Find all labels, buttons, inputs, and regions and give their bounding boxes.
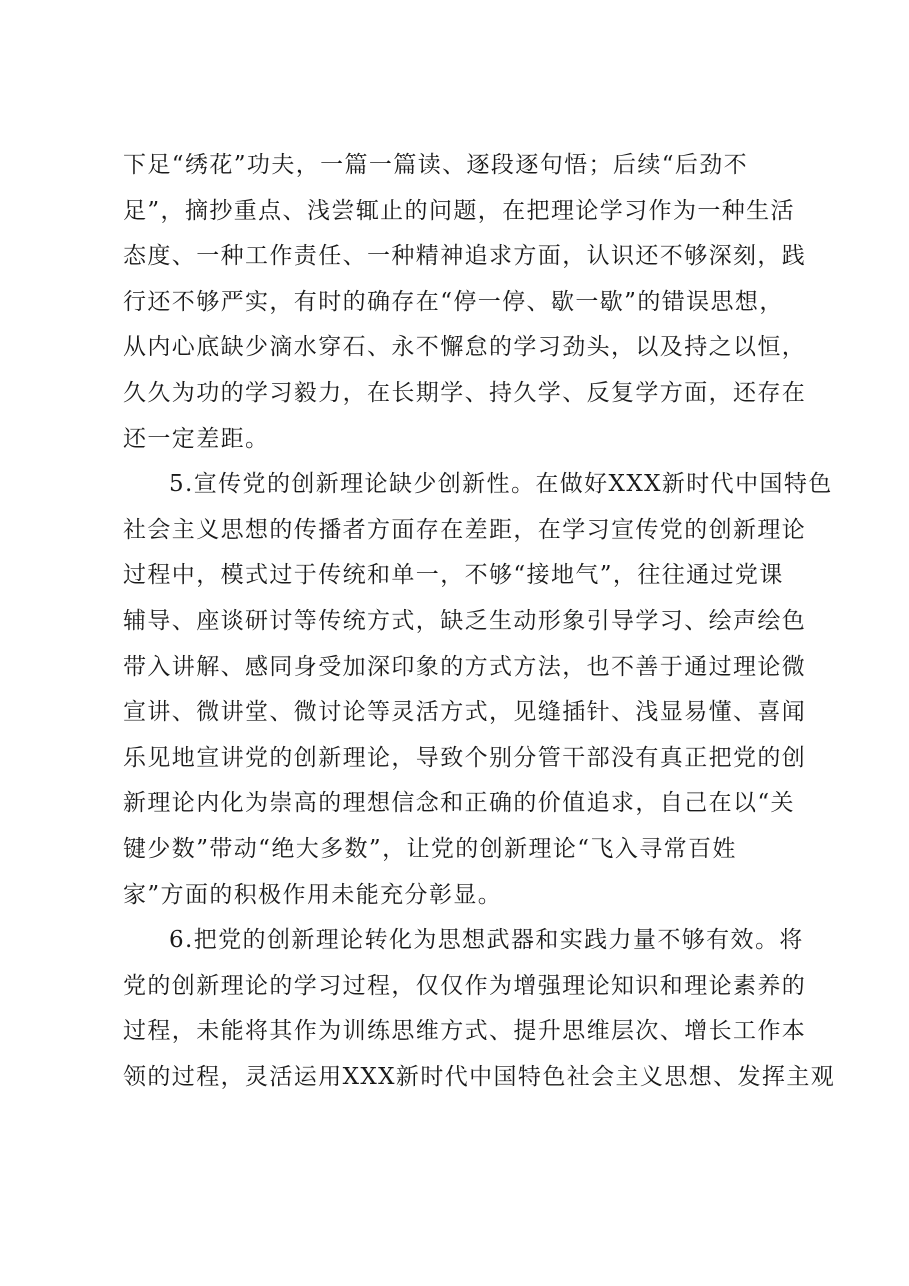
text-line: 带入讲解、感同身受加深印象的方式方法，也不善于通过理论微: [123, 653, 807, 680]
text-line: 久久为功的学习毅力，在长期学、持久学、反复学方面，还存在: [123, 379, 807, 406]
paragraph-5-heading-line: 5.宣传党的创新理论缺少创新性。在做好XXX新时代中国特色: [169, 471, 833, 498]
text-line: 辅导、座谈研讨等传统方式，缺乏生动形象引导学习、绘声绘色: [123, 607, 807, 634]
text-line: 态度、一种工作责任、一种精神追求方面，认识还不够深刻，践: [123, 243, 807, 270]
paragraph-6-heading-line: 6.把党的创新理论转化为思想武器和实践力量不够有效。将: [169, 927, 804, 954]
text-line: 宣讲、微讲堂、微讨论等灵活方式，见缝插针、浅显易懂、喜闻: [123, 699, 807, 726]
text-line: 过程中，模式过于传统和单一，不够“接地气”，往往通过党课: [123, 562, 784, 589]
text-line: 下足“绣花”功夫，一篇一篇读、逐段逐句悟；后续“后劲不: [123, 152, 749, 178]
text-line: 行还不够严实，有时的确存在“停一停、歇一歇”的错误思想，: [123, 288, 784, 315]
text-line: 乐见地宣讲党的创新理论，导致个别分管干部没有真正把党的创: [123, 744, 807, 771]
document-body: [123, 143, 836, 1100]
text-line: 领的过程，灵活运用XXX新时代中国特色社会主义思想、发挥主观: [123, 1063, 836, 1090]
text-line: 过程，未能将其作为训练思维方式、提升思维层次、增长工作本: [123, 1018, 807, 1045]
text-line: 足”，摘抄重点、浅尝辄止的问题，在把理论学习作为一种生活: [123, 197, 795, 224]
text-line: 从内心底缺少滴水穿石、永不懈怠的学习劲头，以及持之以恒，: [123, 334, 807, 361]
text-line: 家”方面的积极作用未能充分彰显。: [123, 881, 503, 908]
text-line: 还一定差距。: [123, 425, 270, 452]
text-line: 党的创新理论的学习过程，仅仅作为增强理论知识和理论素养的: [123, 972, 807, 999]
text-line: 社会主义思想的传播者方面存在差距，在学习宣传党的创新理论: [123, 516, 807, 543]
text-line: 新理论内化为崇高的理想信念和正确的价值追求，自己在以“关: [123, 790, 795, 817]
text-line: 键少数”带动“绝大多数”，让党的创新理论“飞入寻常百姓: [123, 835, 737, 862]
